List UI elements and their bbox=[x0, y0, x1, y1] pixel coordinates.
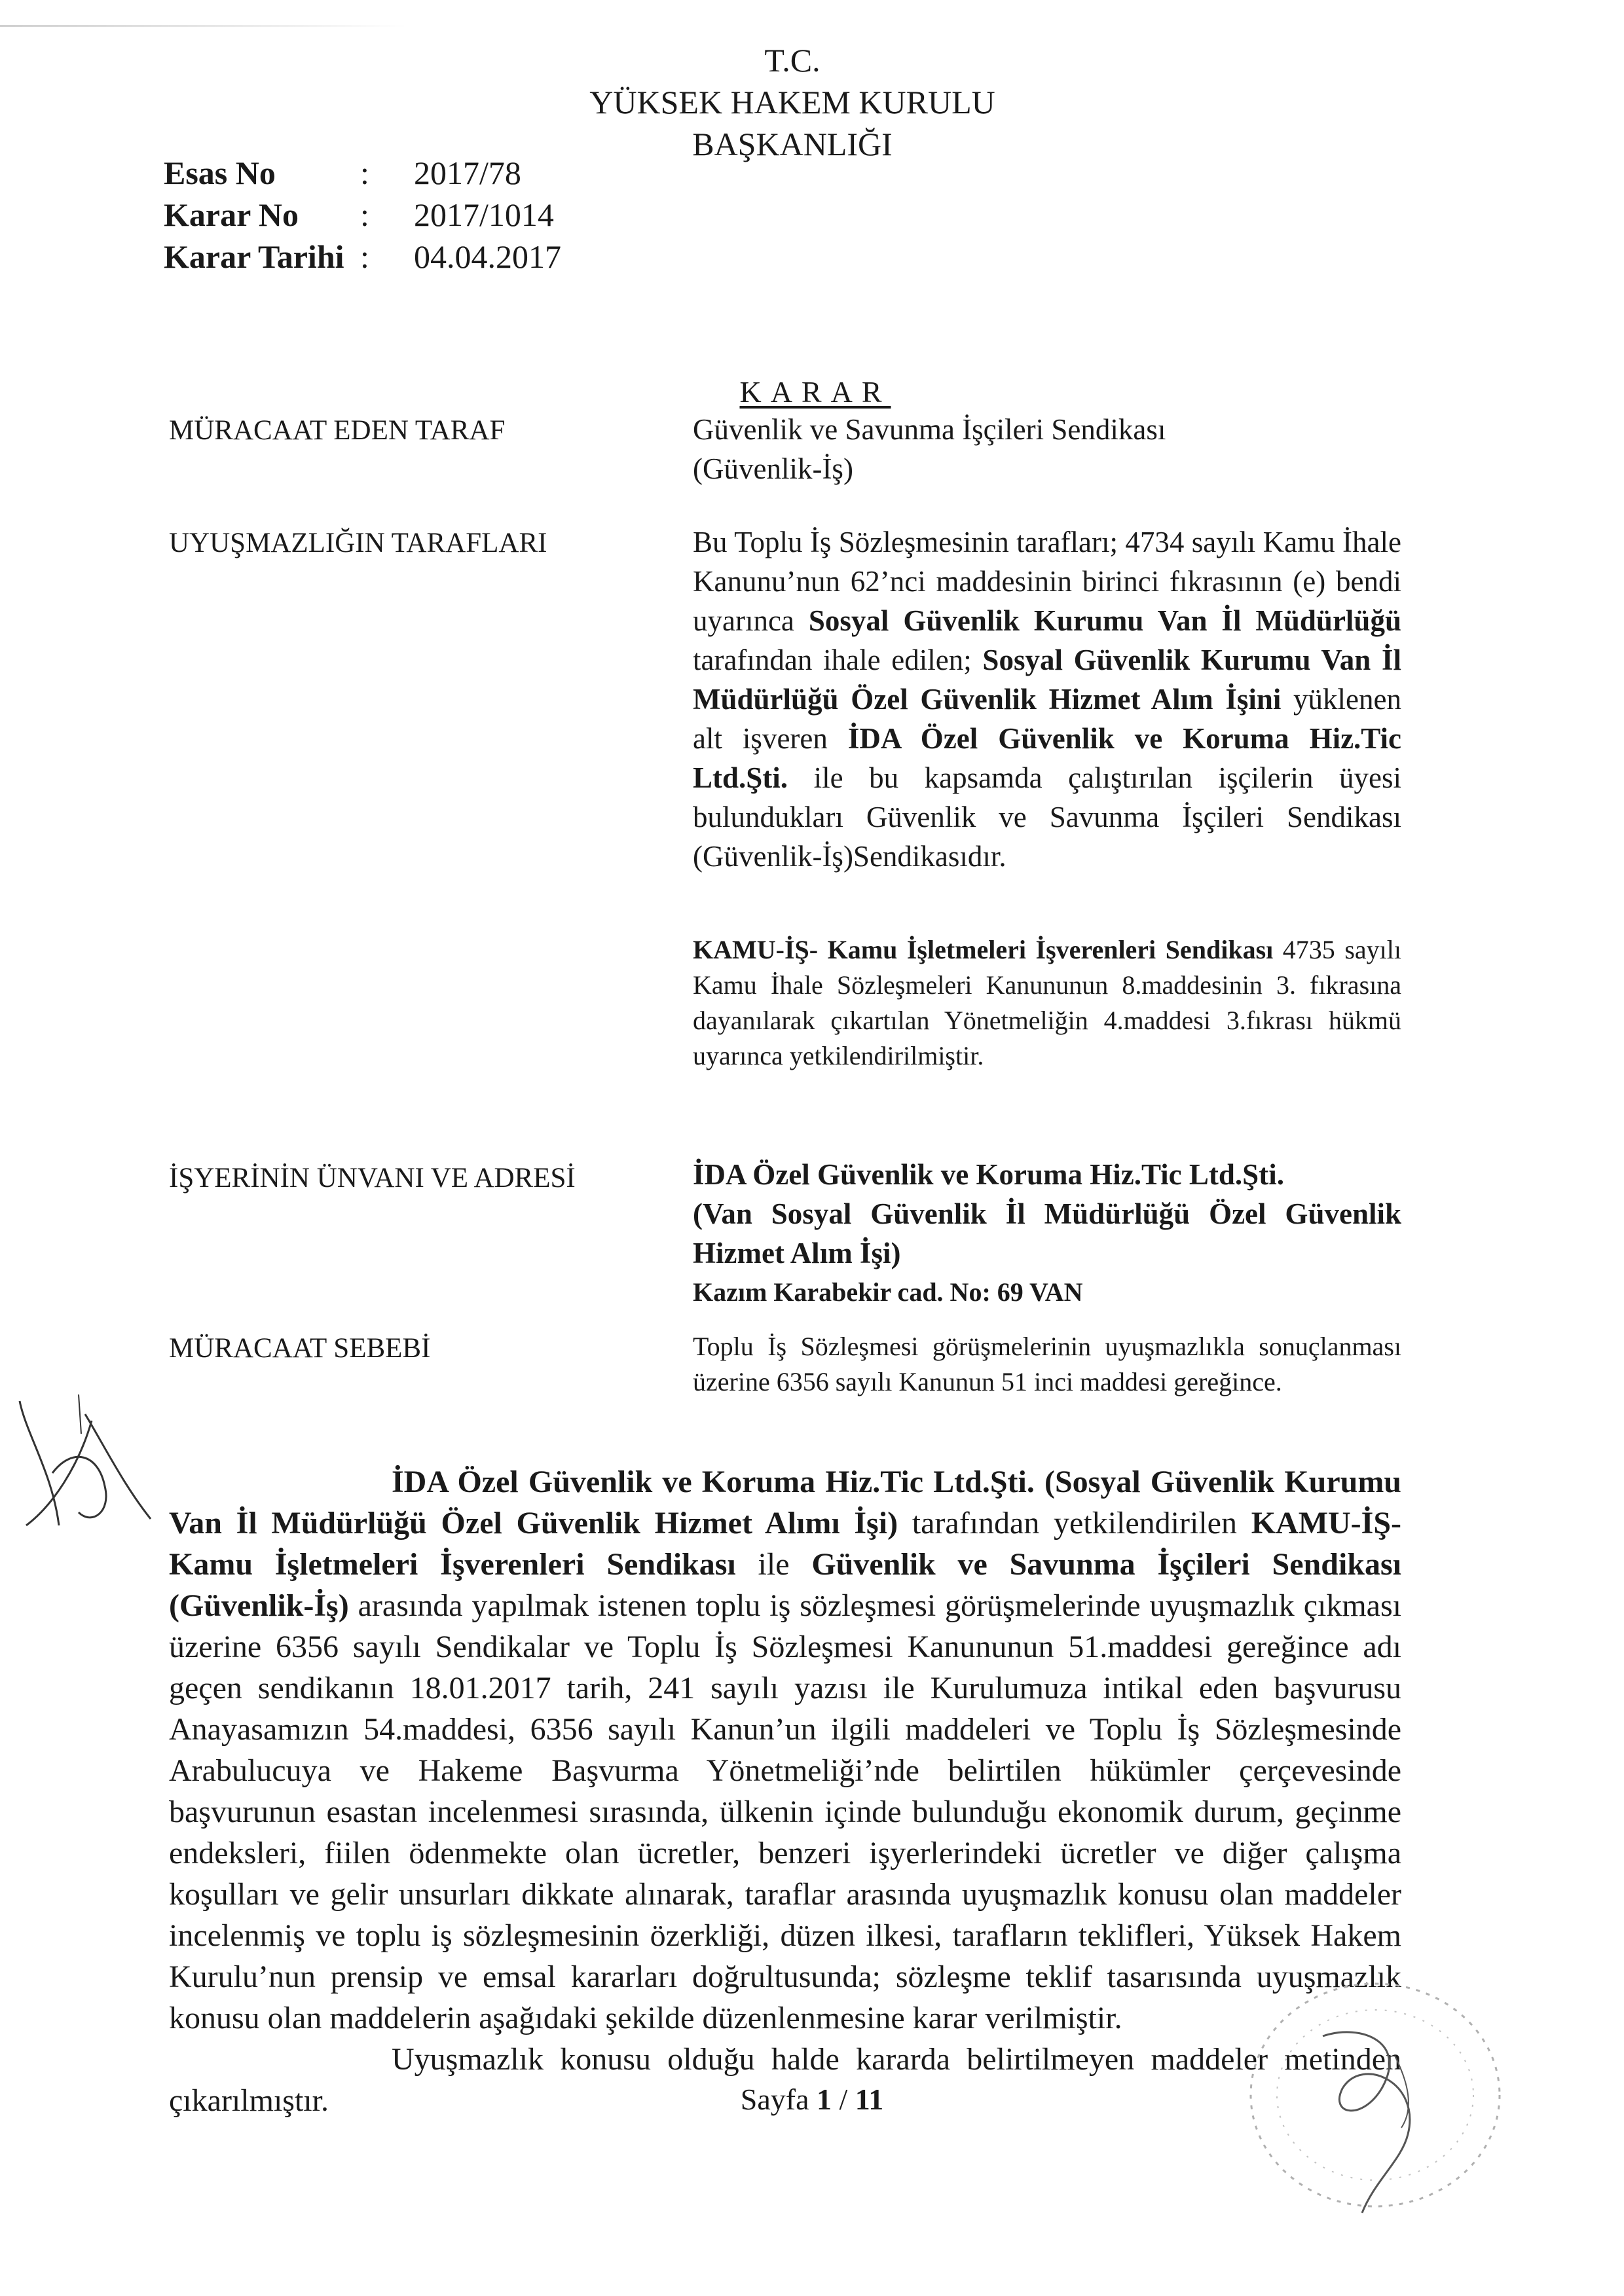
official-stamp-signature bbox=[1211, 1964, 1513, 2219]
bold-text-run: İDA Özel Güvenlik ve Koruma Hiz.Tic Ltd.Şti. (Sosyal Güvenlik Kurumu Van İl Müdürlüğü Özel Güvenlik Hizmet Alımı İşi) bbox=[169, 1465, 1401, 1540]
meta-colon: : bbox=[360, 238, 369, 275]
text-run: Bu Toplu İş Sözleşmesinin tarafları; 4734 sayılı Kamu İhale Kanunu’nun 62’nci maddesinin birinci fıkrasının (e) bendi uyarınca bbox=[693, 526, 1401, 637]
scan-artifact-line bbox=[0, 25, 406, 27]
text-run: tarafından ihale edilen; bbox=[693, 644, 983, 676]
meta-label: Karar Tarihi bbox=[164, 238, 344, 275]
parties-label: UYUŞMAZLIĞIN TARAFLARI bbox=[169, 528, 547, 558]
meta-row-decision-date bbox=[164, 236, 676, 278]
meta-value: 04.04.2017 bbox=[414, 238, 561, 275]
case-meta bbox=[164, 152, 676, 278]
applicant-label: MÜRACAAT EDEN TARAF bbox=[169, 415, 506, 446]
workplace-site: (Van Sosyal Güvenlik İl Müdürlüğü Özel Güvenlik Hizmet Alım İşi) bbox=[693, 1197, 1401, 1269]
page-prefix: Sayfa bbox=[740, 2083, 817, 2116]
reason-label: MÜRACAAT SEBEBİ bbox=[169, 1333, 431, 1364]
meta-colon: : bbox=[360, 196, 369, 233]
text-run: ile bu kapsamda çalıştırılan işçilerin üyesi bulundukları Güvenlik ve Savunma İşçileri Sendikası (Güvenlik-İş)Sendikasıdır. bbox=[693, 761, 1401, 873]
document-title: KARAR bbox=[739, 375, 891, 409]
bold-text-run: Sosyal Güvenlik Kurumu Van İl Müdürlüğü Özel Güvenlik Hizmet Alım İşini bbox=[693, 644, 1401, 716]
meta-colon: : bbox=[360, 155, 369, 191]
header-tc: T.C. bbox=[764, 42, 821, 79]
meta-value: 2017/78 bbox=[414, 155, 521, 191]
header-presidency: BAŞKANLIĞI bbox=[692, 126, 893, 162]
body-paragraph-1 bbox=[169, 1461, 1401, 2039]
document-header bbox=[498, 39, 1087, 165]
workplace-name: İDA Özel Güvenlik ve Koruma Hiz.Tic Ltd.Şti. bbox=[693, 1158, 1284, 1191]
meta-label: Esas No bbox=[164, 155, 276, 191]
text-run: ile bbox=[735, 1547, 812, 1582]
meta-label: Karar No bbox=[164, 196, 299, 233]
bold-text-run: Sosyal Güvenlik Kurumu Van İl Müdürlüğü bbox=[808, 604, 1401, 637]
header-institution: YÜKSEK HAKEM KURULU bbox=[589, 84, 995, 120]
meta-row-decision-no bbox=[164, 194, 676, 236]
bold-text-run: Güvenlik ve Savunma İşçileri Sendikası (Güvenlik-İş) bbox=[169, 1547, 1401, 1623]
text-run: tarafından yetkilendirilen bbox=[898, 1506, 1251, 1540]
workplace-label: İŞYERİNİN ÜNVANI VE ADRESİ bbox=[169, 1163, 576, 1194]
handwritten-initials bbox=[13, 1394, 157, 1539]
bold-text-run: İDA Özel Güvenlik ve Koruma Hiz.Tic Ltd.Şti. bbox=[693, 722, 1401, 794]
parties-para1 bbox=[693, 522, 1401, 876]
bold-text-run: KAMU-İŞ- Kamu İşletmeleri İşverenleri Sendikası bbox=[693, 935, 1274, 964]
text-run: arasında yapılmak istenen toplu iş sözleşmesi görüşmelerinde uyuşmazlık çıkması üzerine 6356 sayılı Sendikalar ve Toplu İş Sözleşmesi Kanununun 51.maddesi gereğince adı geçen sendikanın 18.01.2017 tarih, 241 sayılı yazısı ile Kurulumuza intikal eden başvurusu Anayasamızın 54.maddesi, 6356 sayılı Kanun’un ilgili maddeleri ve Toplu İş Sözleşmesinde Arabulucuya ve Hakeme Başvurma Yönetmeliği’nde belirtilen hükümler çerçevesinde başvurunun esastan incelenmesi sırasında, ülkenin içinde bulunduğu ekonomik durum, geçinme endeksleri, fiilen ödenmekte olan ücretler, benzeri işyerlerindeki ücretler ve diğer çalışma koşulları ve gelir unsurları dikkate alınarak, taraflar arasında uyuşmazlık konusu olan maddeler incelenmiş ve toplu iş sözleşmesinin özerkliği, düzen ilkesi, tarafların teklifleri, Yüksek Hakem Kurulu’nun prensip ve emsal kararları doğrultusunda; sözleşme teklif tasarısında uyuşmazlık konusu olan maddelerin aşağıdaki şekilde düzenlenmesine karar verilmiştir. bbox=[169, 1588, 1401, 2035]
page-separator: / bbox=[832, 2083, 855, 2116]
reason-text: Toplu İş Sözleşmesi görüşmelerinin uyuşmazlıkla sonuçlanması üzerine 6356 sayılı Kanunun 51 inci maddesi gereğince. bbox=[693, 1332, 1401, 1396]
body-paragraph-2: Uyuşmazlık konusu olduğu halde kararda belirtilmeyen maddeler metinden çıkarılmıştır. bbox=[169, 2042, 1401, 2118]
meta-value: 2017/1014 bbox=[414, 196, 554, 233]
page-footer bbox=[681, 2082, 943, 2117]
page-number: 1 bbox=[817, 2083, 832, 2116]
workplace-address: Kazım Karabekir cad. No: 69 VAN bbox=[693, 1277, 1083, 1307]
text-run: 4735 sayılı Kamu İhale Sözleşmeleri Kanununun 8.maddesinin 3. fıkrasına dayanılarak çıkartılan Yönetmeliğin 4.maddesi 3.fıkrası hükmü uyarınca yetkilendirilmiştir. bbox=[693, 935, 1401, 1070]
workplace-info bbox=[693, 1155, 1401, 1312]
text-run: yüklenen alt işveren bbox=[693, 683, 1402, 755]
applicant-text: Güvenlik ve Savunma İşçileri Sendikası (Güvenlik-İş) bbox=[693, 413, 1166, 485]
parties-para2 bbox=[693, 932, 1401, 1074]
page-total: 11 bbox=[855, 2083, 884, 2116]
bold-text-run: KAMU-İŞ- Kamu İşletmeleri İşverenleri Sendikası bbox=[169, 1506, 1402, 1582]
meta-row-case-no bbox=[164, 152, 676, 194]
